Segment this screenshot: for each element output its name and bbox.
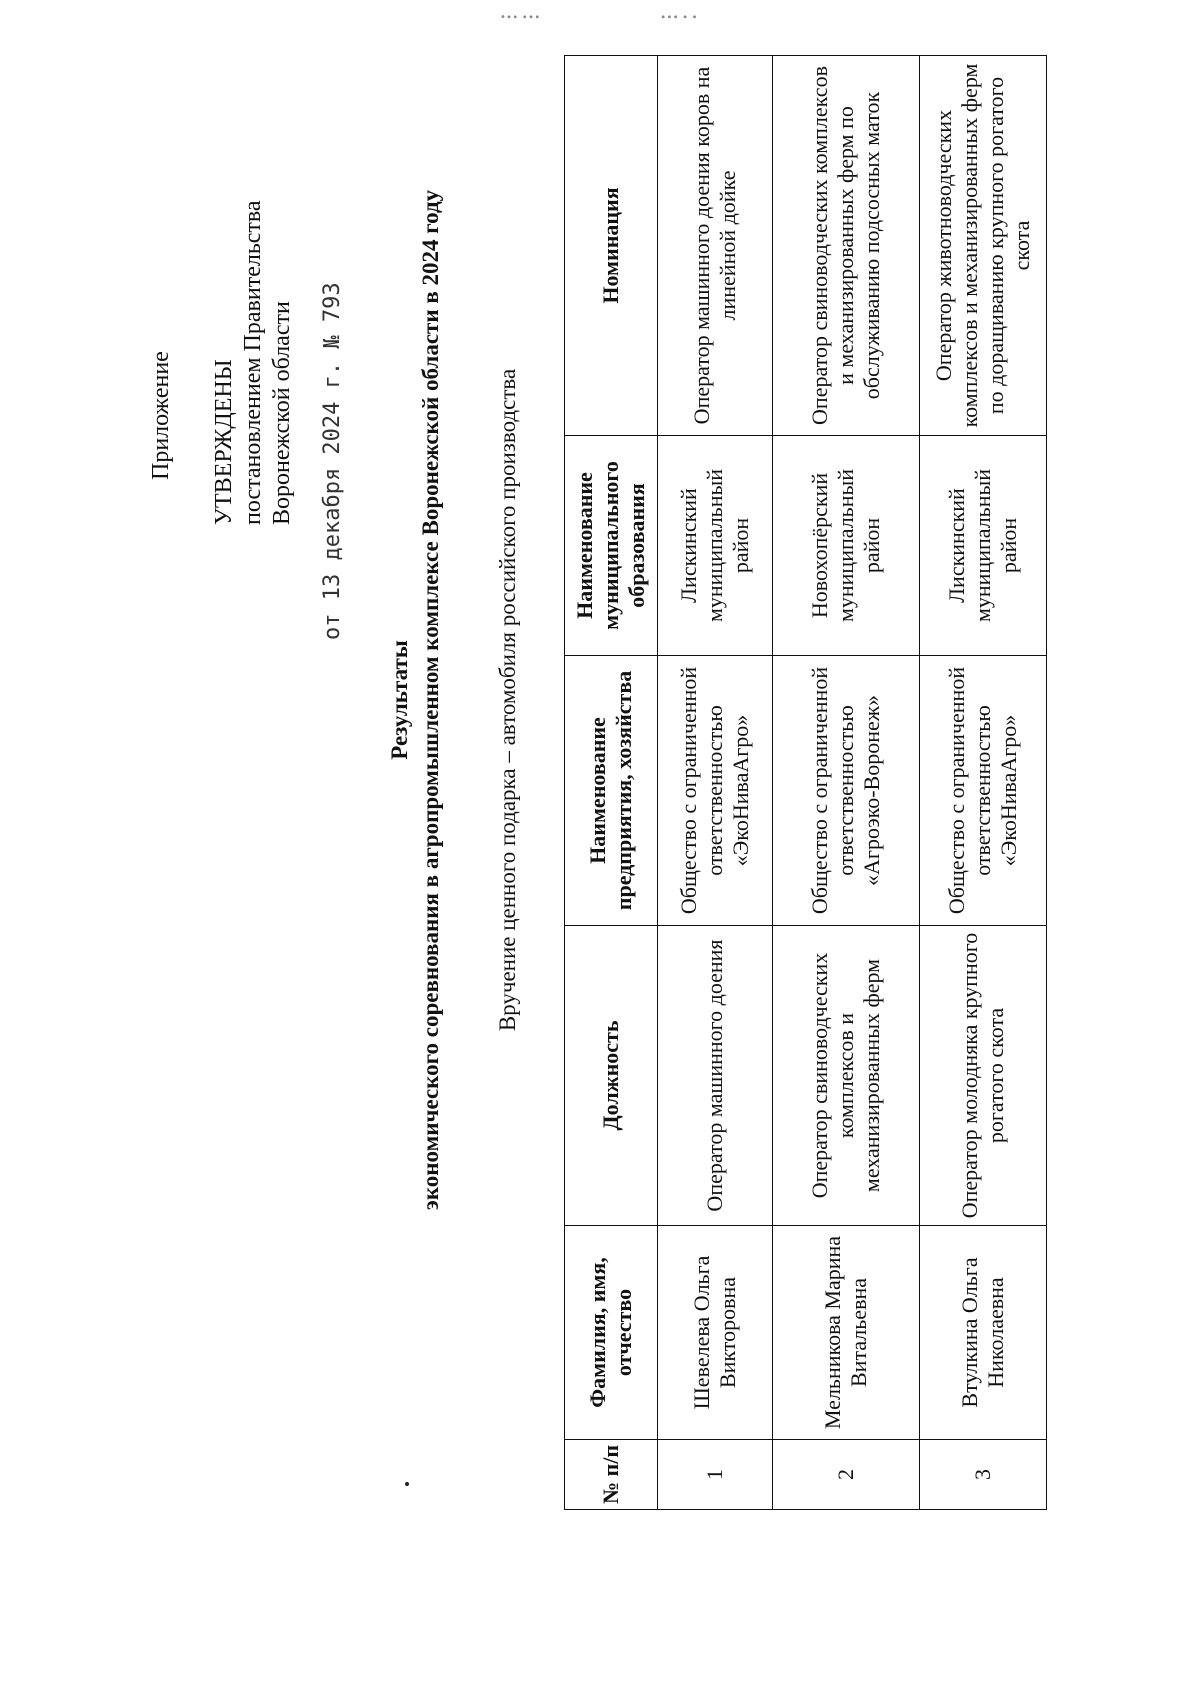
header-nomination: Номинация xyxy=(565,56,658,436)
cell-name: Шевелева Ольга Викторовна xyxy=(658,1226,773,1440)
scan-dot xyxy=(405,1482,409,1486)
cell-name: Мельникова Марина Витальевна xyxy=(773,1226,920,1440)
cell-num: 2 xyxy=(773,1440,920,1510)
table-row xyxy=(773,56,920,1510)
scan-artifact-right: ∙∙∙ ∙ ∙ xyxy=(660,12,698,23)
cell-num: 1 xyxy=(658,1440,773,1510)
appendix-label: Приложение xyxy=(148,351,174,480)
approval-line-3: Воронежской области xyxy=(269,301,295,525)
cell-position: Оператор свиноводческих комплексов и механизированных ферм xyxy=(773,926,920,1226)
header-position: Должность xyxy=(565,926,658,1226)
table-header-row xyxy=(565,56,658,1510)
document-title xyxy=(384,80,446,1320)
cell-company: Общество с ограниченной ответственностью «ЭкоНиваАгро» xyxy=(920,656,1047,926)
cell-num: 3 xyxy=(920,1440,1047,1510)
resolution-date: от 13 декабря 2024 г. № 793 xyxy=(320,282,345,640)
approval-line-1: УТВЕРЖДЕНЫ xyxy=(211,359,237,525)
cell-position: Оператор машинного доения xyxy=(658,926,773,1226)
title-line-2: экономического соревнования в агропромышленном комплексе Воронежской области в 2024 году xyxy=(418,189,443,1211)
cell-district: Лискинский муниципальный район xyxy=(658,436,773,656)
header-num: № п/п xyxy=(565,1440,658,1510)
cell-nomination: Оператор машинного доения коров на линейной дойке xyxy=(658,56,773,436)
cell-nomination: Оператор свиноводческих комплексов и механизированных ферм по обслуживанию подсосных маток xyxy=(773,56,920,436)
cell-name: Втулкина Ольга Николаевна xyxy=(920,1226,1047,1440)
cell-company: Общество с ограниченной ответственностью «ЭкоНиваАгро» xyxy=(658,656,773,926)
header-name: Фамилия, имя, отчество xyxy=(565,1226,658,1440)
document-subtitle: Вручение ценного подарка – автомобиля российского производства xyxy=(495,368,520,1032)
title-line-1: Результаты xyxy=(387,640,412,760)
table-row xyxy=(920,56,1047,1510)
scan-artifact-left: •∙∙ ∙∙∙ xyxy=(500,12,541,23)
cell-company: Общество с ограниченной ответственностью «Агроэко-Воронеж» xyxy=(773,656,920,926)
approval-block xyxy=(210,200,297,525)
cell-district: Лискинский муниципальный район xyxy=(920,436,1047,656)
cell-position: Оператор молодняка крупного рогатого скота xyxy=(920,926,1047,1226)
approval-line-2: постановлением Правительства xyxy=(240,200,266,525)
results-table xyxy=(564,55,1047,1510)
cell-district: Новохопёрский муниципальный район xyxy=(773,436,920,656)
results-table-wrapper xyxy=(564,55,1047,1510)
table-row xyxy=(658,56,773,1510)
cell-nomination: Оператор животноводческих комплексов и механизированных ферм по доращиванию крупного рогатого скота xyxy=(920,56,1047,436)
header-company: Наименование предприятия, хозяйства xyxy=(565,656,658,926)
header-district: Наименование муниципального образования xyxy=(565,436,658,656)
